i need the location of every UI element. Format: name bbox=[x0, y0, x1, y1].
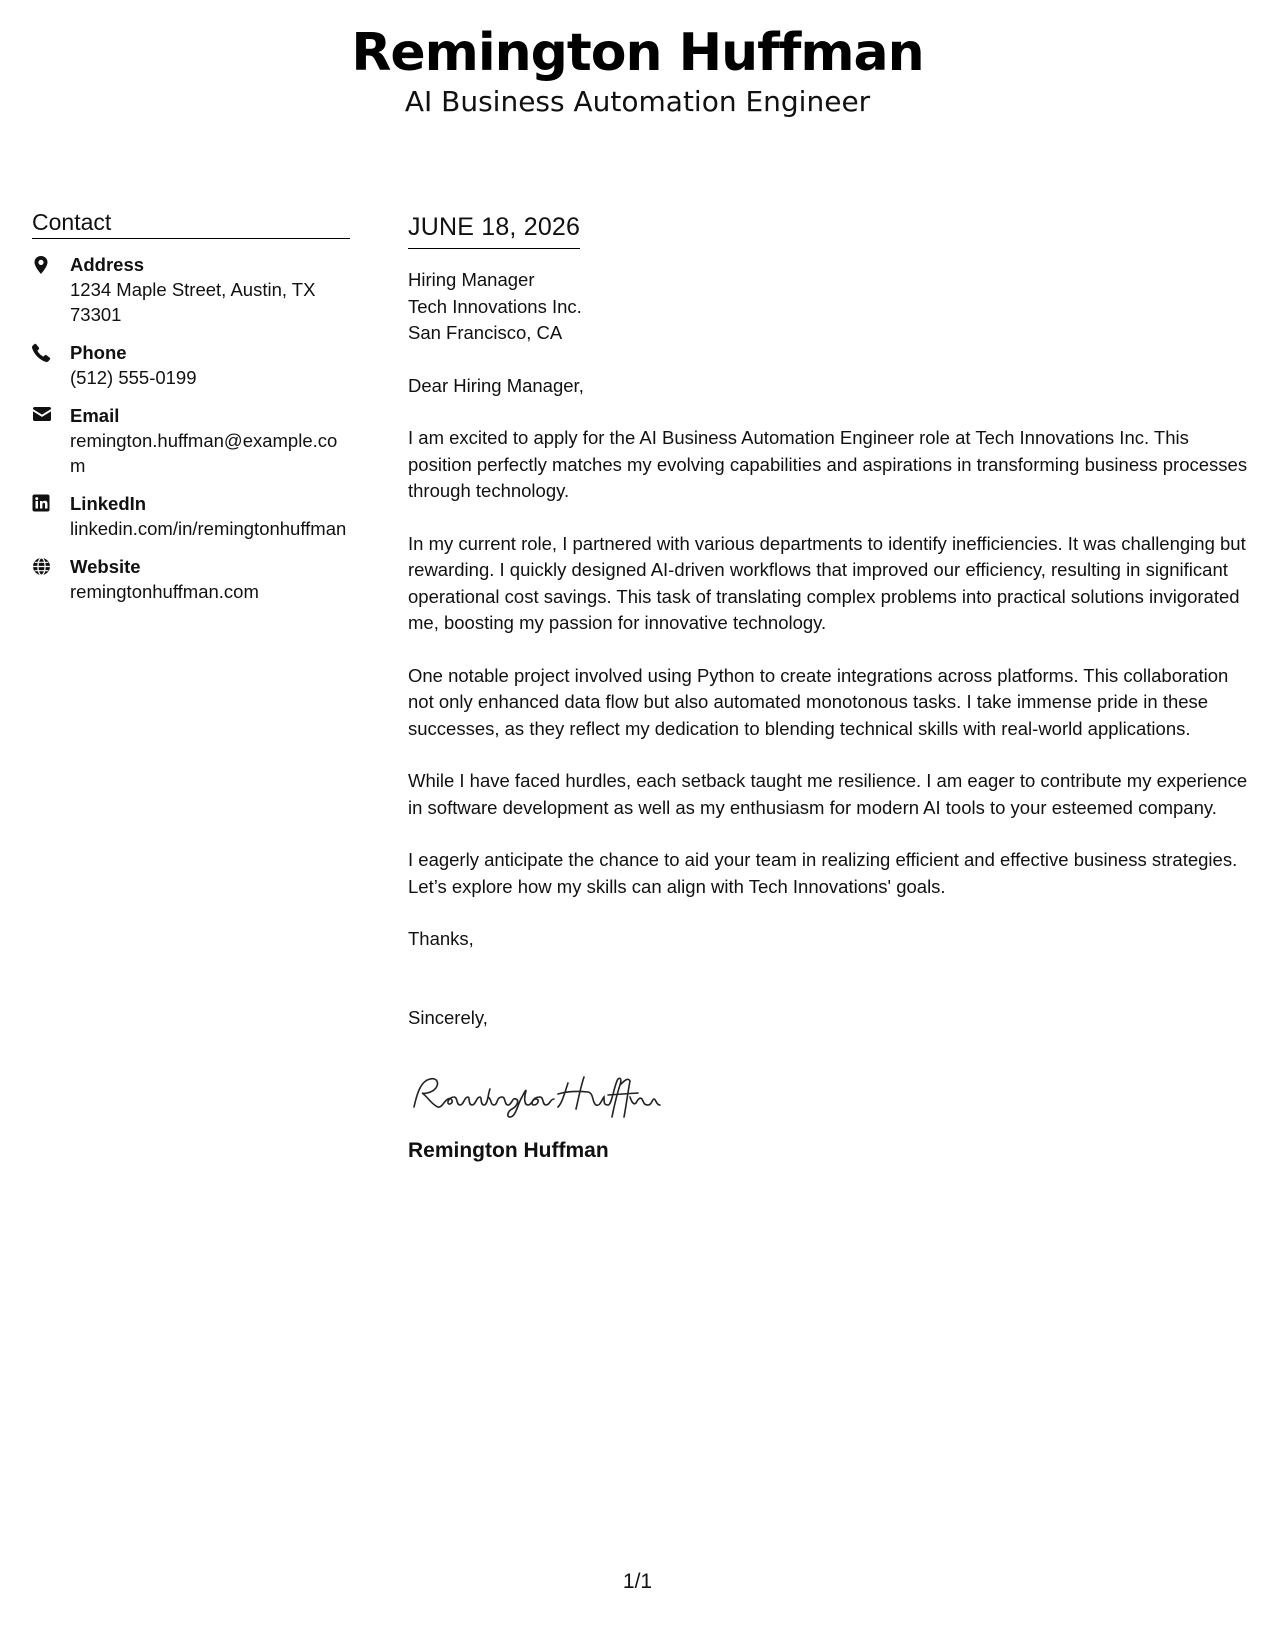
page-number: 1/1 bbox=[622, 1570, 653, 1593]
body-paragraph: I am excited to apply for the AI Business Automation Engineer role at Tech Innovations Inc. This position perfectly matches my evolving capabilities and aspirations in transforming business processes through technology. bbox=[408, 427, 1248, 501]
letter-body bbox=[408, 210, 1253, 1165]
linkedin-icon bbox=[32, 492, 54, 541]
email-label: Email bbox=[70, 405, 120, 426]
closing-line: Sincerely, bbox=[408, 1006, 488, 1028]
salutation: Dear Hiring Manager, bbox=[408, 374, 584, 396]
applicant-name: Remington Huffman bbox=[351, 23, 924, 83]
email-value[interactable]: remington.huffman@example.com bbox=[70, 430, 338, 476]
contact-address bbox=[32, 253, 350, 327]
recipient-line: San Francisco, CA bbox=[408, 322, 563, 343]
signature-image bbox=[408, 1061, 688, 1121]
phone-icon bbox=[32, 341, 54, 390]
contact-website bbox=[32, 555, 350, 604]
body-paragraph: In my current role, I partnered with various departments to identify inefficiencies. It was challenging but rewarding. I quickly designed AI-driven workflows that improved our efficiency, resulting in significant operational cost savings. This task of translating complex problems into practical solutions invigorated me, boosting my passion for innovative technology. bbox=[408, 532, 1246, 633]
phone-label: Phone bbox=[70, 342, 127, 363]
thanks-line: Thanks, bbox=[408, 928, 474, 949]
contact-linkedin bbox=[32, 492, 350, 541]
contact-email bbox=[32, 404, 350, 478]
address-value: 1234 Maple Street, Austin, TX 73301 bbox=[70, 279, 316, 325]
recipient-line: Hiring Manager bbox=[408, 269, 535, 290]
phone-value: (512) 555-0199 bbox=[70, 367, 197, 388]
applicant-title: AI Business Automation Engineer bbox=[404, 85, 871, 118]
letter-date: JUNE 18, 2026 bbox=[408, 210, 580, 249]
website-value[interactable]: remingtonhuffman.com bbox=[70, 581, 259, 602]
body-paragraph: One notable project involved using Python to create integrations across platforms. This collaboration not only enhanced data flow but also automated monotonous tasks. I take immense pride in these successes, as they reflect my dedication to blending technical skills with real-world applications. bbox=[408, 664, 1229, 739]
envelope-icon bbox=[32, 404, 54, 478]
body-paragraph: I eagerly anticipate the chance to aid your team in realizing efficient and effective business strategies. Let’s explore how my skills can align with Tech Innovations' goals. bbox=[408, 849, 1238, 897]
website-label: Website bbox=[70, 556, 141, 577]
letter-header bbox=[0, 18, 1275, 120]
location-pin-icon bbox=[32, 253, 54, 327]
linkedin-value[interactable]: linkedin.com/in/remingtonhuffman bbox=[70, 518, 347, 539]
address-label: Address bbox=[70, 254, 145, 275]
linkedin-label: LinkedIn bbox=[70, 493, 147, 514]
handwritten-signature bbox=[408, 1061, 1253, 1121]
contact-heading: Contact bbox=[32, 208, 350, 239]
contact-sidebar bbox=[32, 208, 350, 604]
recipient-block bbox=[408, 267, 1253, 347]
signer-name: Remington Huffman bbox=[408, 1139, 609, 1162]
contact-phone bbox=[32, 341, 350, 390]
body-paragraph: While I have faced hurdles, each setback taught me resilience. I am eager to contribute my experience in software development as well as my enthusiasm for modern AI tools to your esteemed company. bbox=[408, 770, 1248, 818]
globe-icon bbox=[32, 555, 54, 604]
recipient-line: Tech Innovations Inc. bbox=[408, 295, 582, 317]
